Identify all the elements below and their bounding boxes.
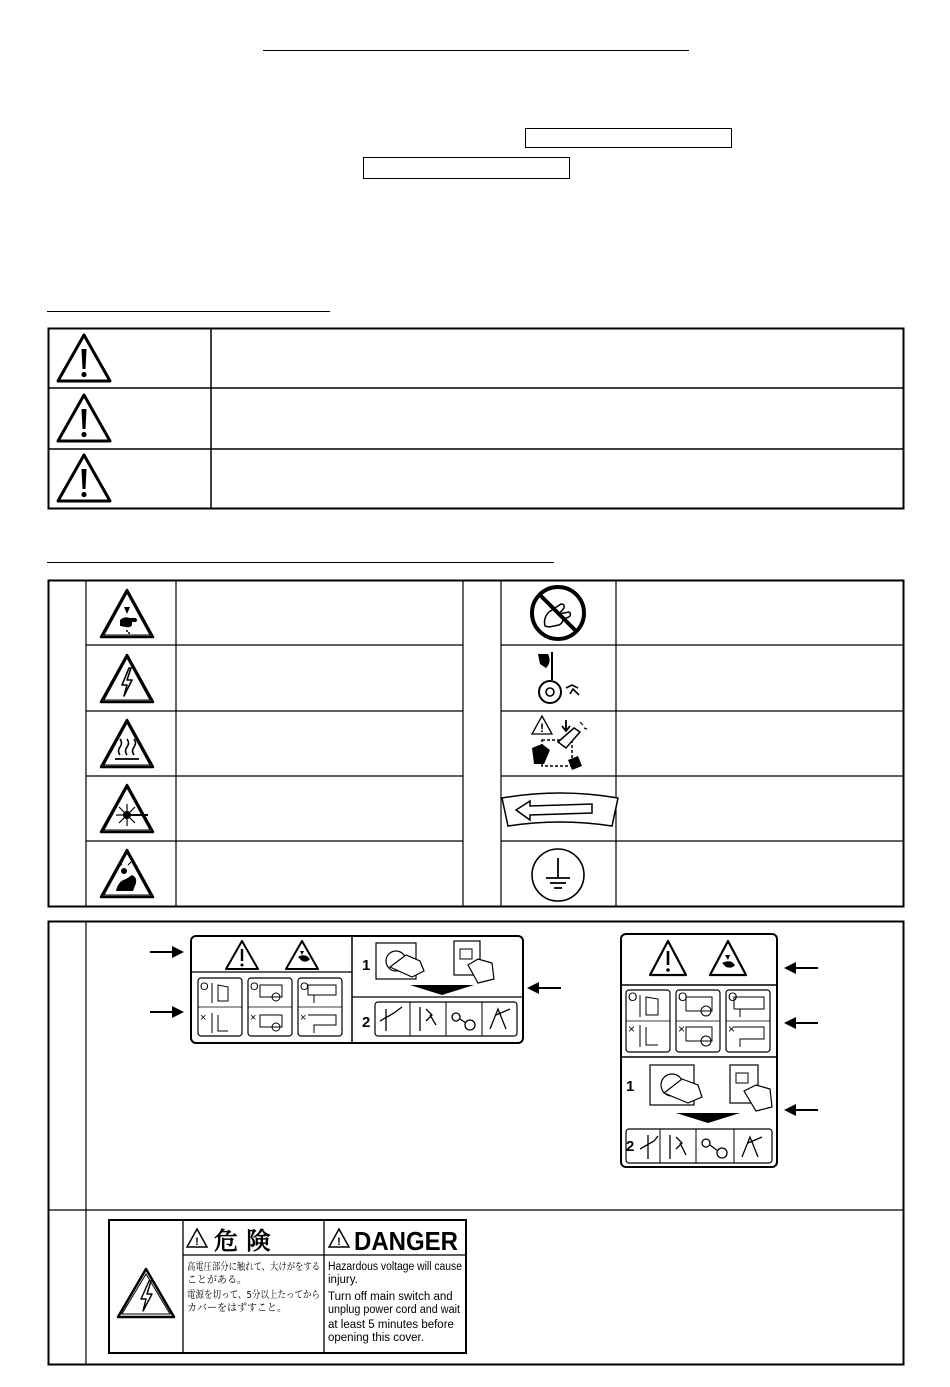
laser-warning-icon	[98, 782, 156, 836]
danger-label-jp-line: ことがある。	[187, 1275, 247, 1286]
vertical-caution-label	[620, 933, 778, 1169]
ground-earth-icon	[529, 846, 587, 904]
pointer-arrow-icon	[150, 1006, 184, 1018]
entanglement-warning-icon	[98, 847, 156, 901]
ng-mark: ×	[728, 1022, 736, 1036]
ng-mark: ×	[200, 1012, 207, 1024]
danger-label-jp-header: 危 険	[214, 1227, 271, 1255]
signal-word-table	[48, 328, 905, 510]
pointer-arrow-icon	[527, 982, 561, 994]
danger-label	[108, 1219, 468, 1355]
ok-mark: O	[628, 990, 638, 1004]
ng-mark: ×	[300, 1012, 307, 1024]
blank-box-2	[363, 157, 570, 179]
pointer-arrow-icon	[784, 962, 818, 974]
step-number: 2	[362, 1014, 371, 1031]
step-number: 1	[626, 1078, 635, 1095]
warning-triangle-icon	[56, 453, 112, 503]
ok-mark: O	[300, 981, 309, 993]
ok-mark: O	[728, 990, 738, 1004]
pictograph-table	[48, 580, 905, 908]
danger-label-jp-line: 電源を切って、5分以上たってから	[187, 1290, 344, 1301]
danger-label-en-line: injury.	[328, 1274, 358, 1286]
section1-underline	[47, 311, 330, 312]
rotation-direction-arrow-icon	[498, 786, 620, 832]
danger-label-en-header: DANGER	[354, 1226, 459, 1256]
title-underline	[263, 50, 689, 51]
pointer-arrow-icon	[784, 1017, 818, 1029]
hand-injury-warning-icon	[98, 587, 156, 641]
danger-label-jp-line: 高電圧部分に触れて、大けがをする	[187, 1262, 347, 1273]
pointer-arrow-icon	[784, 1104, 818, 1116]
ok-mark: O	[678, 990, 688, 1004]
ng-mark: ×	[628, 1022, 636, 1036]
finger-pinch-roller-icon	[530, 650, 586, 708]
ng-mark: ×	[678, 1022, 686, 1036]
danger-label-en-line: Hazardous voltage will cause	[328, 1261, 462, 1273]
ok-mark: O	[200, 981, 209, 993]
svg-text:!: !	[195, 1236, 199, 1248]
section2-underline	[47, 562, 554, 563]
danger-label-en-line: unplug power cord and wait	[328, 1304, 461, 1316]
danger-label-jp-line: カバーをはずすこと。	[187, 1303, 287, 1314]
step-number: 2	[626, 1138, 635, 1155]
danger-label-en-line: Turn off main switch and	[328, 1291, 453, 1303]
svg-text:!: !	[540, 721, 544, 735]
electric-shock-warning-icon	[98, 652, 156, 706]
ok-mark: O	[250, 981, 259, 993]
warning-triangle-icon	[56, 333, 112, 383]
ng-mark: ×	[250, 1012, 257, 1024]
no-touch-prohibition-icon	[529, 584, 587, 642]
needle-hand-caution-icon	[528, 714, 590, 774]
warning-triangle-icon	[56, 393, 112, 443]
danger-label-en-line: opening this cover.	[328, 1332, 424, 1344]
horizontal-caution-label	[190, 935, 524, 1045]
blank-box-1	[525, 128, 732, 148]
hot-surface-warning-icon	[98, 717, 156, 771]
step-number: 1	[362, 957, 371, 974]
danger-label-en-line: at least 5 minutes before	[328, 1319, 454, 1331]
pointer-arrow-icon	[150, 946, 184, 958]
svg-text:!: !	[337, 1236, 341, 1248]
